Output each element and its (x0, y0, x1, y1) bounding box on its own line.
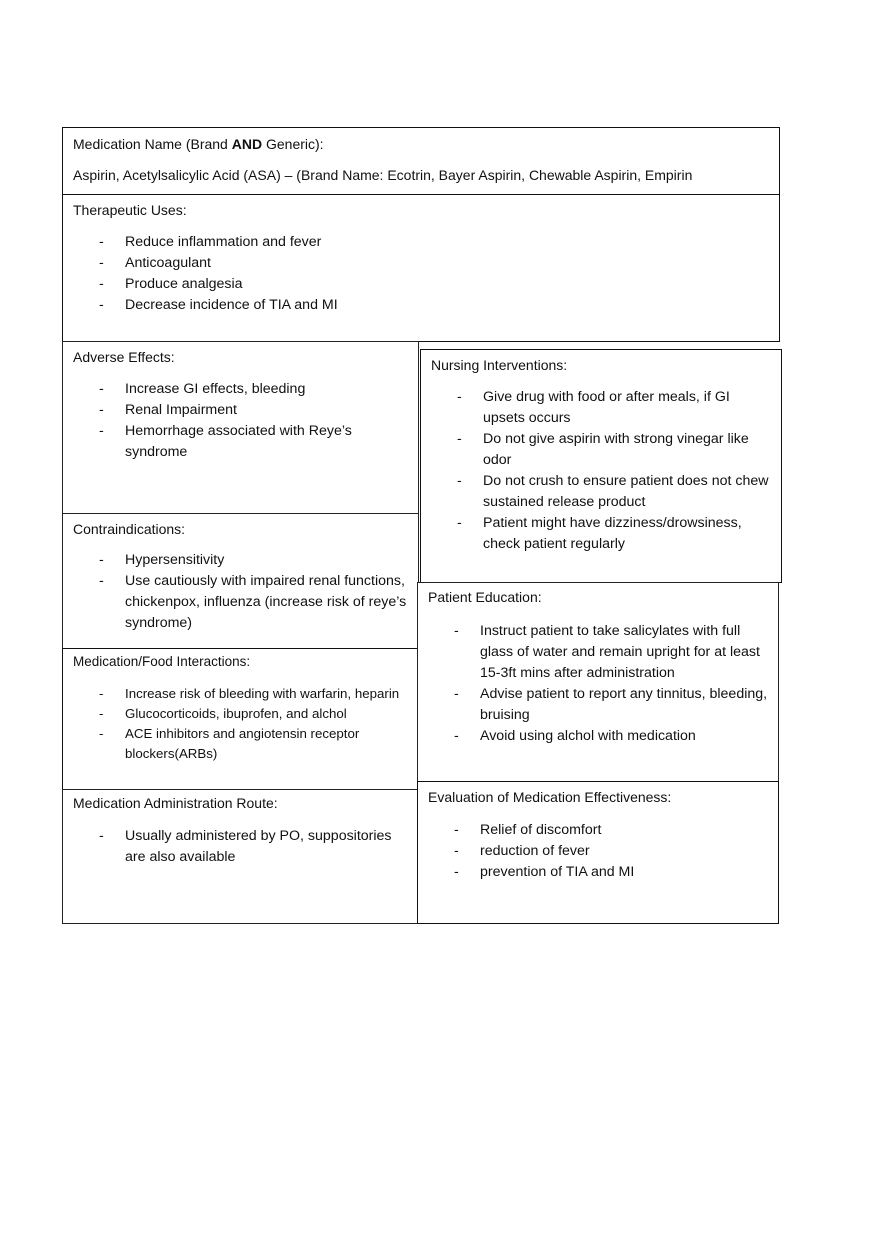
list-item: - Advise patient to report any tinnitus, bleeding, bruising (418, 684, 772, 726)
medication-name-value: Aspirin, Acetylsalicylic Acid (ASA) – (Brand Name: Ecotrin, Bayer Aspirin, Chewable Aspirin, Empirin (73, 167, 693, 183)
list-item: - Increase risk of bleeding with warfarin, heparin (63, 684, 412, 704)
list-item: - Anticoagulant (63, 253, 773, 274)
list-item: - Give drug with food or after meals, if GI upsets occurs (421, 387, 775, 429)
section-title: Nursing Interventions: (431, 357, 568, 373)
list-item: - Reduce inflammation and fever (63, 232, 773, 253)
section-title: Therapeutic Uses: (73, 202, 187, 218)
list-item: - Produce analgesia (63, 274, 773, 295)
list-item: - Hemorrhage associated with Reye’s syndrome (63, 421, 412, 463)
administration-route-list (63, 826, 412, 868)
list-item: - Renal Impairment (63, 400, 412, 421)
list-item: - Increase GI effects, bleeding (63, 379, 412, 400)
list-item: - ACE inhibitors and angiotensin receptor blockers(ARBs) (63, 724, 412, 764)
therapeutic-uses-section (62, 194, 780, 342)
interactions-list (63, 684, 412, 764)
section-title: Medication Administration Route: (73, 795, 278, 811)
nursing-interventions-list (421, 387, 775, 555)
medication-name-label: Medication Name (Brand AND Generic): (73, 136, 324, 152)
evaluation-section (417, 781, 779, 924)
list-item: - reduction of fever (418, 841, 772, 862)
patient-education-section (417, 582, 779, 782)
list-item: - Hypersensitivity (63, 550, 412, 571)
list-item: - Patient might have dizziness/drowsiness, check patient regularly (421, 513, 775, 555)
list-item: - prevention of TIA and MI (418, 862, 772, 883)
evaluation-list (418, 820, 772, 883)
therapeutic-uses-list (63, 232, 773, 316)
medication-name-section (62, 127, 780, 195)
list-item: - Usually administered by PO, suppositories are also available (63, 826, 412, 868)
patient-education-list (418, 621, 772, 747)
list-item: - Do not crush to ensure patient does not chew sustained release product (421, 471, 775, 513)
contraindications-list (63, 550, 412, 634)
list-item: - Decrease incidence of TIA and MI (63, 295, 773, 316)
section-title: Contraindications: (73, 521, 186, 537)
list-item: - Relief of discomfort (418, 820, 772, 841)
list-item: - Avoid using alchol with medication (418, 726, 772, 747)
interactions-section (62, 648, 419, 790)
section-title: Medication/Food Interactions: (73, 654, 251, 669)
list-item: - Do not give aspirin with strong vinegar like odor (421, 429, 775, 471)
adverse-effects-section (62, 341, 419, 514)
list-item: - Instruct patient to take salicylates with full glass of water and remain upright for at least 15-3ft mins after administration (418, 621, 772, 684)
section-title: Adverse Effects: (73, 349, 175, 365)
list-item: - Glucocorticoids, ibuprofen, and alchol (63, 704, 412, 724)
administration-route-section (62, 789, 419, 924)
list-item: - Use cautiously with impaired renal functions, chickenpox, influenza (increase risk of reye’s syndrome) (63, 571, 412, 634)
nursing-interventions-section (420, 349, 782, 583)
section-title: Patient Education: (428, 589, 542, 605)
adverse-effects-list (63, 379, 412, 463)
contraindications-section (62, 513, 419, 649)
section-title: Evaluation of Medication Effectiveness: (428, 789, 672, 805)
